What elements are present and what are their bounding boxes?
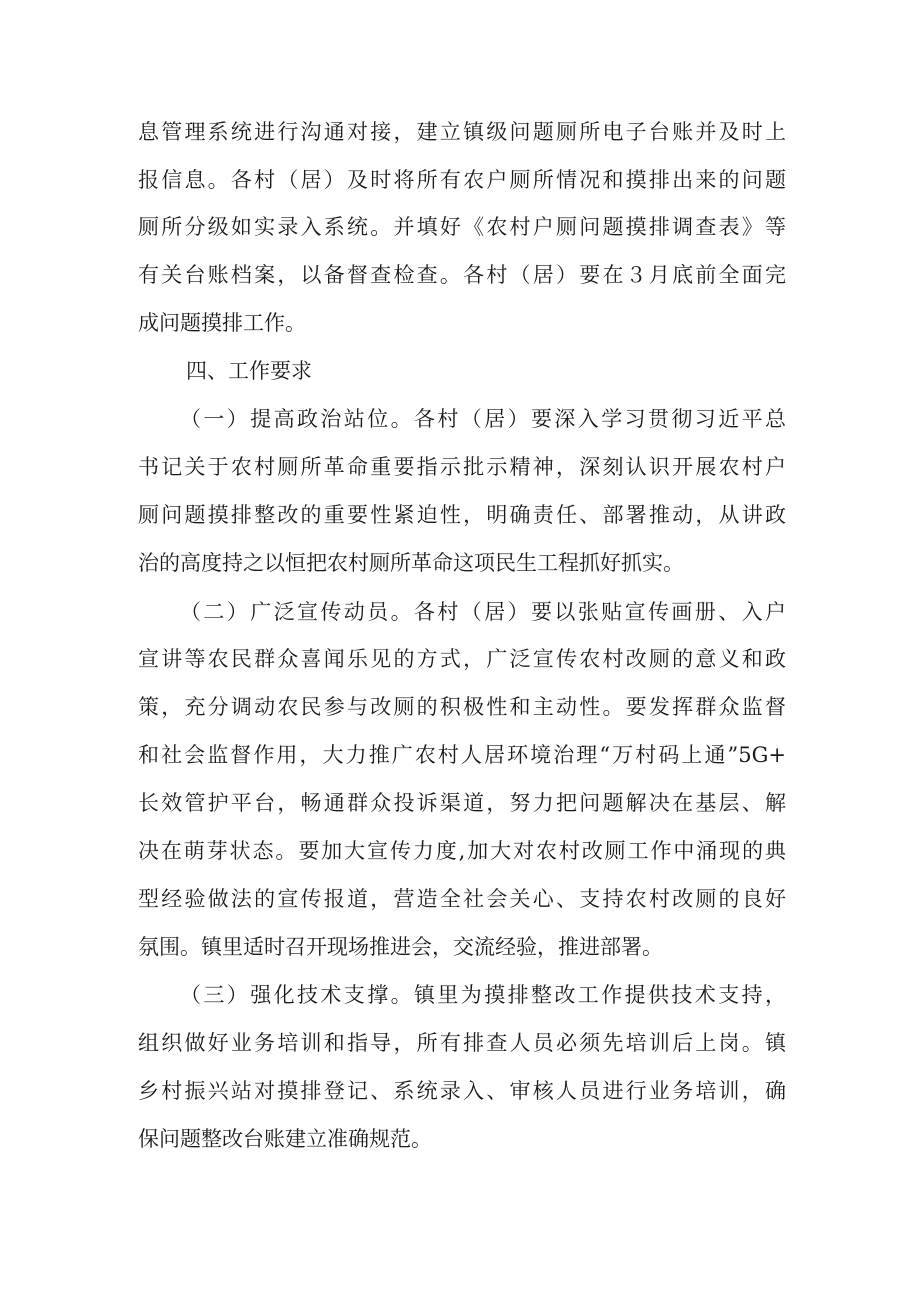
text-line-5: 成问题摸排工作。 [138, 311, 306, 335]
text-line-16: 决在萌芽状态。要加大宣传力度,加大对农村改厕工作中涌现的典 [138, 839, 786, 863]
text-line-1: 息管理系统进行沟通对接，建立镇级问题厕所电子台账并及时上 [138, 120, 786, 144]
text-line-21: 乡村振兴站对摸排登记、系统录入、审核人员进行业务培训，确 [138, 1079, 786, 1103]
text-line-4: 有关台账档案，以备督查检查。各村（居）要在３月底前全面完 [138, 263, 786, 287]
text-line-13: 策，充分调动农民参与改厕的积极性和主动性。要发挥群众监督 [138, 695, 786, 719]
text-line-7: （一）提高政治站位。各村（居）要深入学习贯彻习近平总 [180, 407, 786, 431]
text-line-19: （三）强化技术支撑。镇里为摸排整改工作提供技术支持， [180, 983, 786, 1007]
text-line-9: 厕问题摸排整改的重要性紧迫性，明确责任、部署推动，从讲政 [138, 503, 786, 527]
text-line-8: 书记关于农村厕所革命重要指示批示精神，深刻认识开展农村户 [138, 455, 786, 479]
text-line-17: 型经验做法的宣传报道，营造全社会关心、支持农村改厕的良好 [138, 887, 786, 911]
text-line-10: 治的高度持之以恒把农村厕所革命这项民生工程抓好抓实。 [138, 551, 684, 575]
text-line-18: 氛围。镇里适时召开现场推进会，交流经验，推进部署。 [138, 935, 663, 959]
text-line-2: 报信息。各村（居）及时将所有农户厕所情况和摸排出来的问题 [138, 168, 786, 192]
section-heading: 四、工作要求 [186, 359, 312, 383]
text-line-20: 组织做好业务培训和指导，所有排查人员必须先培训后上岗。镇 [138, 1031, 786, 1055]
text-line-12: 宣讲等农民群众喜闻乐见的方式，广泛宣传农村改厕的意义和政 [138, 647, 786, 671]
text-line-22: 保问题整改台账建立准确规范。 [138, 1127, 432, 1151]
text-line-15: 长效管护平台，畅通群众投诉渠道，努力把问题解决在基层、解 [138, 791, 786, 815]
text-line-14: 和社会监督作用，大力推广农村人居环境治理“万村码上通”5G+ [138, 743, 786, 767]
text-line-3: 厕所分级如实录入系统。并填好《农村户厕问题摸排调查表》等 [138, 215, 786, 239]
text-line-11: （二）广泛宣传动员。各村（居）要以张贴宣传画册、入户 [180, 600, 786, 624]
